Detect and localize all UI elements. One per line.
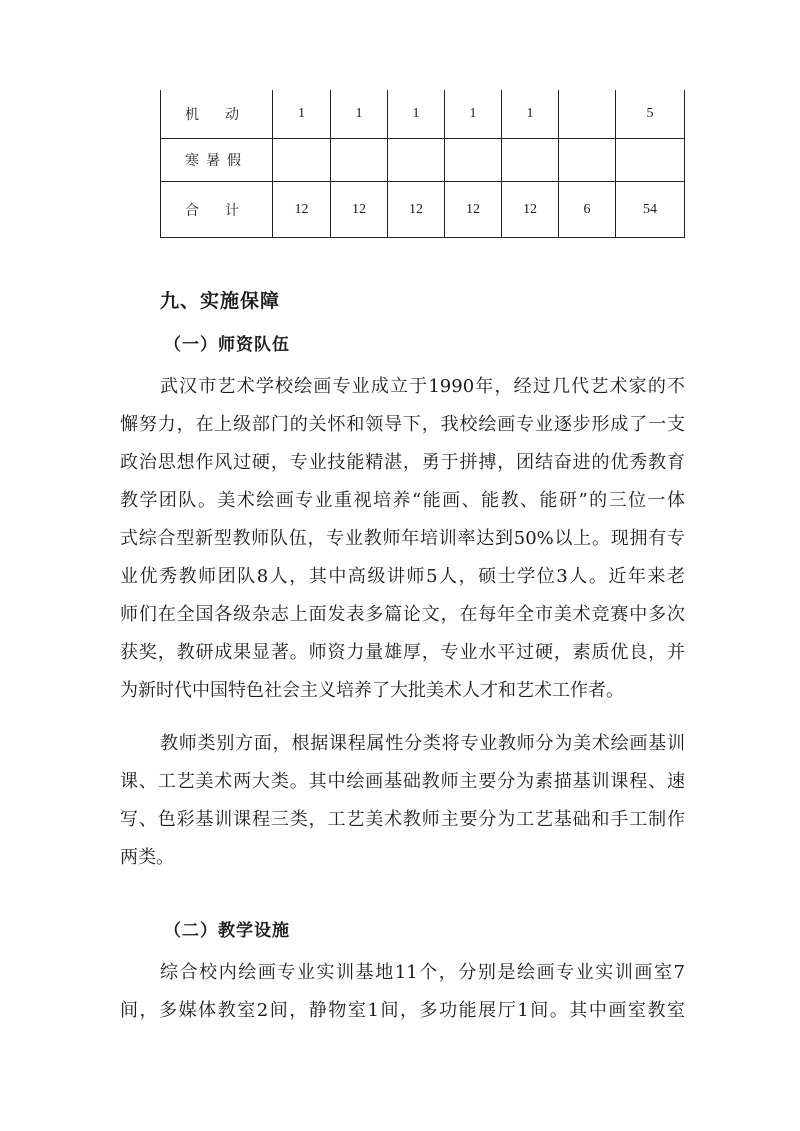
paragraph-line: 教学团队。美术绘画专业重视培养“能画、能教、能研”的三位一体 — [120, 490, 685, 511]
paragraph-line: 业优秀教师团队8人，其中高级讲师5人，硕士学位3人。近年来老 — [120, 566, 685, 587]
table-cell: 12 — [445, 182, 502, 238]
table-cell — [331, 139, 388, 182]
paragraph-line: 武汉市艺术学校绘画专业成立于1990年，经过几代艺术家的不 — [160, 376, 685, 397]
paragraph-line: 教师类别方面，根据课程属性分类将专业教师分为美术绘画基训 — [160, 733, 685, 754]
paragraph-line: 综合校内绘画专业实训基地11个，分别是绘画专业实训画室7 — [160, 962, 685, 983]
table-cell: 54 — [616, 182, 685, 238]
subsection-heading-teachers: （一）师资队伍 — [164, 335, 290, 355]
table-cell: 12 — [502, 182, 559, 238]
table-cell: 5 — [616, 90, 685, 139]
table-cell: 12 — [331, 182, 388, 238]
table-cell — [445, 139, 502, 182]
paragraph-line: 间，多媒体教室2间，静物室1间，多功能展厅1间。其中画室教室 — [120, 1000, 685, 1021]
paragraph-line: 政治思想作风过硬，专业技能精湛，勇于拼搏，团结奋进的优秀教育 — [120, 452, 685, 473]
table-cell — [559, 90, 616, 139]
paragraph-line: 获奖，教研成果显著。师资力量雄厚，专业水平过硬，素质优良，并 — [120, 642, 685, 663]
table-cell — [559, 139, 616, 182]
row-label: 机动 — [161, 90, 273, 139]
table-cell: 12 — [273, 182, 331, 238]
paragraph-line: 写、色彩基训课程三类，工艺美术教师主要分为工艺基础和手工制作 — [120, 809, 685, 830]
subsection-heading-facilities: （二）教学设施 — [164, 921, 290, 941]
table-cell: 1 — [388, 90, 445, 139]
table-cell — [388, 139, 445, 182]
paragraph-line: 师们在全国各级杂志上面发表多篇论文，在每年全市美术竞赛中多次 — [120, 604, 685, 625]
table-cell: 6 — [559, 182, 616, 238]
paragraph-line: 课、工艺美术两大类。其中绘画基础教师主要分为素描基训课程、速 — [120, 771, 685, 792]
row-label: 合计 — [161, 182, 273, 238]
table-cell: 1 — [502, 90, 559, 139]
table-cell — [616, 139, 685, 182]
paragraph-line: 为新时代中国特色社会主义培养了大批美术人才和艺术工作者。 — [120, 680, 624, 701]
table-cell — [502, 139, 559, 182]
table-row — [161, 182, 685, 238]
schedule-table — [160, 90, 685, 238]
table-cell — [273, 139, 331, 182]
table-cell: 1 — [273, 90, 331, 139]
section-heading: 九、实施保障 — [160, 290, 281, 312]
paragraph-line: 式综合型新型教师队伍，专业教师年培训率达到50%以上。现拥有专 — [120, 528, 685, 549]
table-cell: 12 — [388, 182, 445, 238]
paragraph-line: 懈努力，在上级部门的关怀和领导下，我校绘画专业逐步形成了一支 — [120, 414, 685, 435]
table-cell: 1 — [445, 90, 502, 139]
table-row — [161, 90, 685, 139]
table-row — [161, 139, 685, 182]
table-cell: 1 — [331, 90, 388, 139]
row-label: 寒暑假 — [161, 139, 273, 182]
paragraph-line: 两类。 — [120, 847, 174, 868]
